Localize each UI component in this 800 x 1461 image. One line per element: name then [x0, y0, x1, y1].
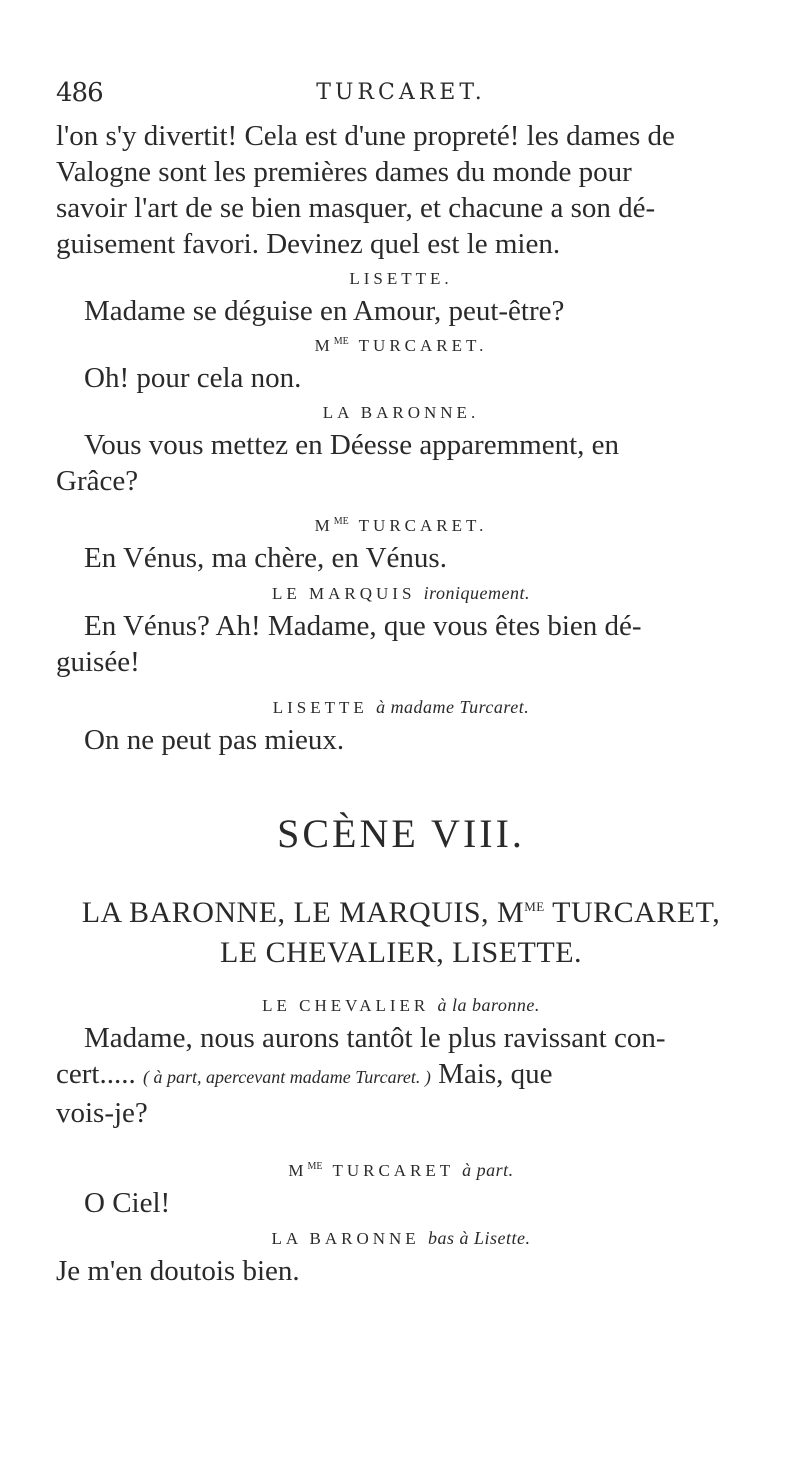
- page-header: [56, 78, 746, 118]
- speech: O Ciel!: [84, 1187, 171, 1219]
- stage-direction: à madame Turcaret.: [376, 697, 530, 717]
- speaker-le-marquis: LE MARQUIS ironiquement.: [272, 583, 530, 603]
- text-line: Madame, nous aurons tantôt le plus ravissant con-: [84, 1022, 666, 1054]
- page-number: 486: [56, 78, 103, 108]
- stage-direction: à la baronne.: [437, 995, 540, 1015]
- speech: En Vénus, ma chère, en Vénus.: [84, 542, 447, 574]
- stage-direction: ironiquement.: [423, 583, 530, 603]
- speech: Madame se déguise en Amour, peut-être?: [84, 295, 565, 327]
- speaker-lisette: LISETTE.: [349, 269, 453, 288]
- scene-title: SCÈNE VIII.: [277, 811, 525, 856]
- speech: [56, 608, 746, 680]
- text-line: guisement favori. Devinez quel est le mien.: [56, 228, 561, 260]
- running-title: TURCARET.: [316, 80, 486, 105]
- text-line: LE CHEVALIER, LISETTE.: [219, 936, 583, 969]
- speaker-mme-turcaret: $M^{ME}$ TURCARET.: [314, 516, 488, 535]
- paragraph-continuation: [56, 118, 746, 262]
- speech: Oh! pour cela non.: [84, 362, 302, 394]
- speaker-mme-turcaret: $M^{ME}$ TURCARET à part.: [288, 1160, 514, 1180]
- text-line: vois-je?: [56, 1097, 148, 1129]
- text-line: Valogne sont les premières dames du monde pour: [56, 156, 632, 188]
- speech: Madame, nous aurons tantôt le plus ravissant con- cert..... ( à part, apercevant madame Turcaret. ) Mais, que vois-je?: [56, 1022, 666, 1129]
- speaker-la-baronne: LA BARONNE bas à Lisette.: [271, 1228, 531, 1248]
- text-line: Grâce?: [56, 465, 139, 497]
- text-line: savoir l'art de se bien masquer, et chacune a son dé-: [56, 192, 656, 224]
- speaker-la-baronne: LA BARONNE.: [322, 403, 480, 422]
- stage-direction: bas à Lisette.: [427, 1228, 531, 1248]
- speech: On ne peut pas mieux.: [84, 724, 345, 756]
- stage-direction: à part.: [462, 1160, 514, 1180]
- cast-list: LA BARONNE, LE MARQUIS, $M^{ME}$ TURCARET, LE CHEVALIER, LISETTE.: [81, 896, 721, 969]
- stage-direction: ( à part, apercevant madame Turcaret. ): [142, 1067, 431, 1087]
- speaker-lisette: LISETTE à madame Turcaret.: [272, 697, 530, 717]
- text-line: Vous vous mettez en Déesse apparemment, en: [84, 429, 619, 461]
- speech: Je m'en doutois bien.: [56, 1255, 300, 1287]
- text-line: En Vénus? Ah! Madame, que vous êtes bien dé-: [84, 610, 642, 642]
- speech: [56, 427, 746, 499]
- text-line: l'on s'y divertit! Cela est d'une propreté! les dames de: [56, 120, 675, 152]
- speaker-mme-turcaret: $M^{ME}$ TURCARET.: [314, 336, 488, 355]
- text-line: guisée!: [56, 646, 140, 678]
- speaker-le-chevalier: LE CHEVALIER à la baronne.: [262, 995, 540, 1015]
- body-text: [56, 118, 746, 1289]
